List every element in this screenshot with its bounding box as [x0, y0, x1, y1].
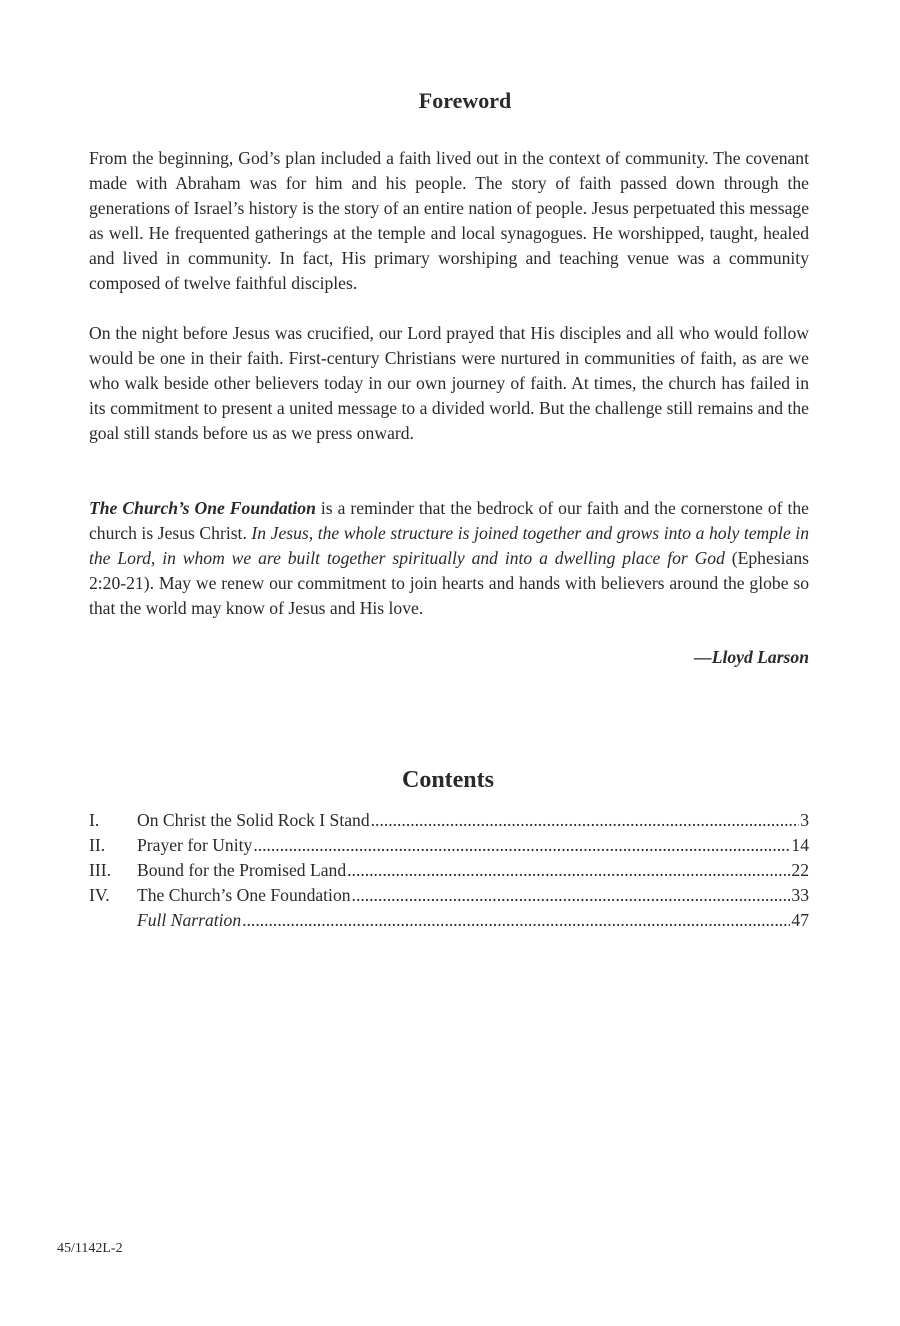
table-of-contents	[89, 808, 809, 933]
toc-dot-leader	[352, 883, 791, 908]
toc-entry-title: Prayer for Unity	[137, 835, 253, 855]
toc-dot-leader	[371, 808, 800, 833]
toc-entry-page: 14	[791, 835, 809, 855]
toc-entry	[89, 808, 809, 833]
toc-entry-page: 33	[791, 885, 809, 905]
toc-entry-number: III.	[89, 860, 111, 880]
toc-entry-number: IV.	[89, 885, 110, 905]
foreword-paragraph-3	[89, 496, 809, 621]
toc-entry	[89, 858, 809, 883]
book-title: The Church’s One Foundation	[89, 498, 316, 518]
toc-entry-page: 3	[800, 810, 809, 830]
toc-entry-title: Full Narration	[137, 910, 242, 930]
toc-dot-leader	[242, 908, 790, 933]
toc-entry	[89, 833, 809, 858]
foreword-heading: Foreword	[418, 88, 512, 113]
toc-entry	[89, 883, 809, 908]
foreword-paragraph-2: On the night before Jesus was crucified, our Lord prayed that His disciples and all who would follow would be one in their faith. First-century Christians were nurtured in communities of faith, as are we who walk beside other believers today in our own journey of faith. At times, the church has failed in its commitment to present a united message to a divided world. But the challenge still remains and the goal still stands before us as we press onward.	[89, 323, 809, 443]
toc-entry-title: Bound for the Promised Land	[137, 860, 347, 880]
toc-entry-number: II.	[89, 835, 106, 855]
paragraph-3-text-b: (Ephesians 2:20-21). May we renew our commitment to join hearts and hands with believers around the globe so that the world may know of Jesus and His love.	[89, 548, 809, 618]
scripture-quote: In Jesus, the whole structure is joined together and grows into a holy temple in the Lord, in whom we are built together spiritually and into a dwelling place for God	[89, 523, 809, 568]
contents-heading: Contents	[401, 767, 494, 793]
toc-entry-number: I.	[89, 810, 100, 830]
catalog-code: 45/1142L-2	[57, 1241, 123, 1256]
toc-entry	[89, 908, 809, 933]
toc-dot-leader	[347, 858, 790, 883]
foreword-paragraph-1: From the beginning, God’s plan included a faith lived out in the context of community. The covenant made with Abraham was for him and his people. The story of faith passed down through the generations of Israel’s history is the story of an entire nation of people. Jesus perpetuated this message as well. He frequented gatherings at the temple and local synagogues. He worshipped, taught, healed and lived in community. In fact, His primary worshiping and teaching venue was a community composed of twelve faithful disciples.	[89, 148, 809, 293]
toc-entry-title: On Christ the Solid Rock I Stand	[137, 810, 370, 830]
toc-entry-page: 22	[791, 860, 809, 880]
toc-entry-page: 47	[791, 910, 809, 930]
toc-entry-title: The Church’s One Foundation	[137, 885, 351, 905]
toc-dot-leader	[253, 833, 790, 858]
paragraph-3-text-a: is a reminder that the bedrock of our faith and the cornerstone of the church is Jesus Christ.	[89, 498, 809, 543]
author-signature: —Lloyd Larson	[694, 647, 809, 667]
